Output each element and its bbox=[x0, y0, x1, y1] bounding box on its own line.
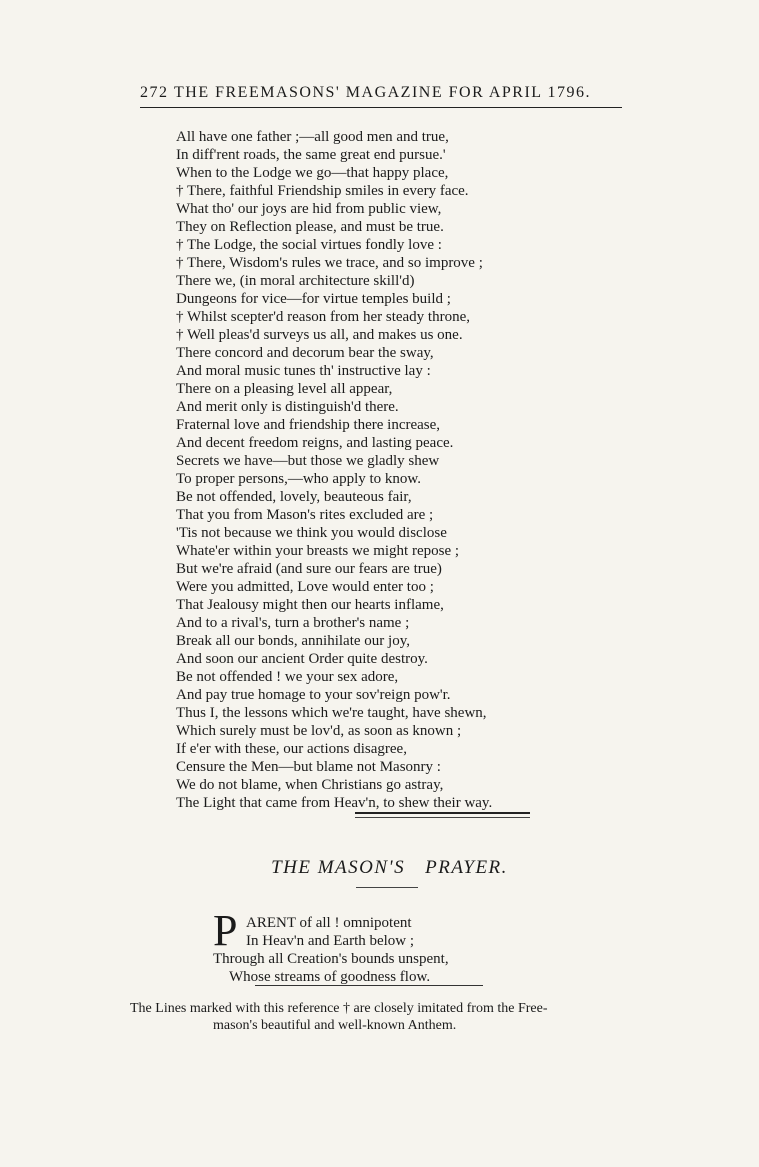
poem-line: Which surely must be lov'd, as soon as known ; bbox=[176, 723, 462, 739]
poem-line: There on a pleasing level all appear, bbox=[176, 381, 393, 397]
poem-line: And soon our ancient Order quite destroy. bbox=[176, 651, 428, 667]
poem-line: Whate'er within your breasts we might repose ; bbox=[176, 543, 460, 559]
poem-line: † The Lodge, the social virtues fondly love : bbox=[176, 237, 442, 253]
poem-line: But we're afraid (and sure our fears are true) bbox=[176, 561, 442, 577]
prayer-line: Through all Creation's bounds unspent, bbox=[213, 951, 449, 967]
poem-line: That you from Mason's rites excluded are ; bbox=[176, 507, 434, 523]
poem-line: And pay true homage to your sov'reign pow'r. bbox=[176, 687, 451, 703]
footnote-line: The Lines marked with this reference † are closely imitated from the Free- bbox=[130, 1001, 548, 1016]
header-rule bbox=[140, 107, 622, 108]
footnote-rule bbox=[255, 985, 483, 986]
poem-line: And to a rival's, turn a brother's name ; bbox=[176, 615, 410, 631]
poem-line: To proper persons,—who apply to know. bbox=[176, 471, 422, 487]
poem-line: When to the Lodge we go—that happy place, bbox=[176, 165, 449, 181]
drop-cap: P bbox=[213, 906, 238, 955]
poem-line: † There, Wisdom's rules we trace, and so improve ; bbox=[176, 255, 483, 271]
poem-line: There concord and decorum bear the sway, bbox=[176, 345, 434, 361]
poem-line: Dungeons for vice—for virtue temples build ; bbox=[176, 291, 451, 307]
poem-line: And merit only is distinguish'd there. bbox=[176, 399, 399, 415]
poem-line: † Well pleas'd surveys us all, and makes us one. bbox=[176, 327, 463, 343]
poem-line: They on Reflection please, and must be true. bbox=[176, 219, 444, 235]
prayer-title-part1: THE MASON'S bbox=[271, 857, 406, 878]
prayer-title-part2: PRAYER. bbox=[425, 857, 508, 878]
poem-line: That Jealousy might then our hearts inflame, bbox=[176, 597, 444, 613]
footnote bbox=[130, 1000, 630, 1034]
poem-line: Break all our bonds, annihilate our joy, bbox=[176, 633, 410, 649]
poem-line: What tho' our joys are hid from public view, bbox=[176, 201, 442, 217]
section-divider bbox=[355, 812, 530, 818]
poem-line: † There, faithful Friendship smiles in every face. bbox=[176, 183, 469, 199]
poem-line: Secrets we have—but those we gladly shew bbox=[176, 453, 440, 469]
poem-body bbox=[176, 128, 616, 812]
poem-line: Fraternal love and friendship there increase, bbox=[176, 417, 441, 433]
poem-line: We do not blame, when Christians go astray, bbox=[176, 777, 444, 793]
poem-line: There we, (in moral architecture skill'd) bbox=[176, 273, 415, 289]
page-number: 272 bbox=[140, 84, 169, 101]
poem-line: † Whilst scepter'd reason from her steady throne, bbox=[176, 309, 471, 325]
prayer-title bbox=[0, 857, 759, 879]
poem-line: In diff'rent roads, the same great end pursue.' bbox=[176, 147, 446, 163]
footnote-line: mason's beautiful and well-known Anthem. bbox=[213, 1018, 457, 1033]
poem-line: Censure the Men—but blame not Masonry : bbox=[176, 759, 441, 775]
poem-line: Be not offended, lovely, beauteous fair, bbox=[176, 489, 412, 505]
poem-line: Thus I, the lessons which we're taught, have shewn, bbox=[176, 705, 487, 721]
poem-line: Be not offended ! we your sex adore, bbox=[176, 669, 399, 685]
poem-line: Were you admitted, Love would enter too ; bbox=[176, 579, 434, 595]
poem-line: And decent freedom reigns, and lasting peace. bbox=[176, 435, 454, 451]
prayer-line: ARENT of all ! omnipotent bbox=[246, 915, 412, 931]
prayer-verse bbox=[213, 914, 593, 986]
prayer-line: In Heav'n and Earth below ; bbox=[246, 933, 415, 949]
poem-line: The Light that came from Heav'n, to shew their way. bbox=[176, 795, 493, 811]
poem-line: All have one father ;—all good men and true, bbox=[176, 129, 449, 145]
title-underline bbox=[356, 887, 418, 888]
poem-line: If e'er with these, our actions disagree, bbox=[176, 741, 407, 757]
poem-line: 'Tis not because we think you would disclose bbox=[176, 525, 447, 541]
prayer-line: Whose streams of goodness flow. bbox=[229, 969, 431, 985]
poem-line: And moral music tunes th' instructive lay : bbox=[176, 363, 431, 379]
running-title: THE FREEMASONS' MAGAZINE FOR APRIL 1796. bbox=[174, 84, 591, 101]
